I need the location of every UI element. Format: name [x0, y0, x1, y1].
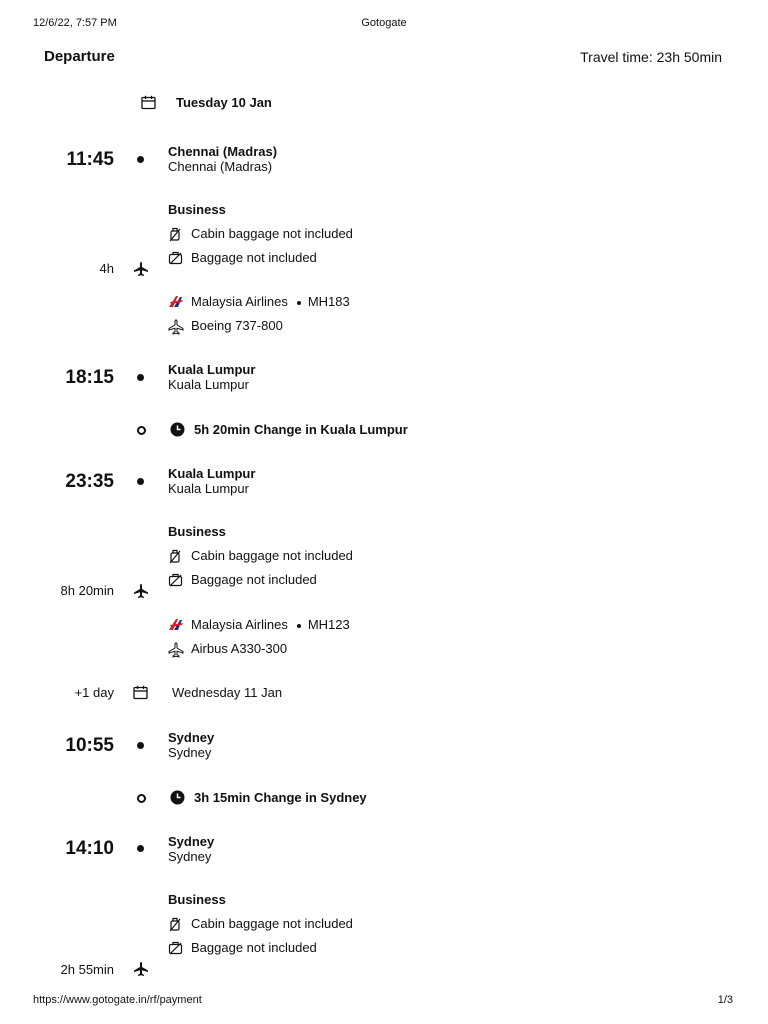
travel-time: Travel time: 23h 50min — [580, 49, 722, 65]
print-datetime: 12/6/22, 7:57 PM — [33, 17, 117, 29]
timeline-ring — [137, 426, 146, 435]
stop-airport: Sydney — [168, 745, 212, 760]
separator-dot — [297, 624, 301, 628]
calendar-icon — [141, 95, 156, 110]
date-label: Wednesday 11 Jan — [172, 685, 283, 700]
baggage-icon — [168, 251, 184, 267]
date-label: Tuesday 10 Jan — [176, 95, 272, 110]
layover-text: 5h 20min Change in Kuala Lumpur — [194, 422, 408, 437]
checked-baggage-text: Baggage not included — [191, 572, 317, 587]
stop-city: Chennai (Madras) — [168, 144, 278, 159]
clock-icon — [170, 790, 185, 805]
layover-text: 3h 15min Change in Sydney — [194, 790, 367, 805]
checked-baggage-text: Baggage not included — [191, 940, 317, 955]
stop-airport: Sydney — [168, 849, 212, 864]
page-number: 1/3 — [717, 994, 733, 1006]
baggage-icon — [168, 573, 184, 589]
cabin-class: Business — [168, 892, 226, 907]
cabin-baggage-text: Cabin baggage not included — [191, 548, 353, 563]
departure-time: 11:45 — [66, 149, 114, 170]
stop-airport: Chennai (Madras) — [168, 159, 273, 174]
section-title: Departure — [44, 48, 115, 65]
stop-city: Sydney — [168, 730, 215, 745]
cabin-baggage-text: Cabin baggage not included — [191, 916, 353, 931]
flight-number: MH123 — [307, 617, 350, 632]
malaysia-airlines-logo — [168, 295, 184, 311]
separator-dot — [297, 301, 301, 305]
departure-time: 14:10 — [65, 838, 114, 859]
cabin-class: Business — [168, 524, 226, 539]
baggage-icon — [168, 941, 184, 957]
arrival-time: 10:55 — [65, 735, 114, 756]
airline-name: Malaysia Airlines — [191, 294, 288, 309]
airline-flight — [191, 294, 350, 309]
timeline-dot — [137, 845, 144, 852]
cabin-bag-icon — [168, 227, 184, 243]
day-offset: +1 day — [74, 685, 114, 700]
timeline-ring — [137, 794, 146, 803]
aircraft-outline-icon — [168, 642, 184, 658]
timeline-dot — [137, 156, 144, 163]
aircraft-type: Airbus A330-300 — [191, 641, 288, 656]
cabin-class: Business — [168, 202, 226, 217]
segment-duration: 2h 55min — [60, 962, 114, 977]
stop-city: Kuala Lumpur — [168, 466, 256, 481]
plane-icon — [133, 583, 149, 599]
airline-name: Malaysia Airlines — [191, 617, 288, 632]
plane-icon — [133, 961, 149, 977]
segment-duration: 4h — [99, 261, 114, 276]
arrival-time: 18:15 — [65, 367, 114, 388]
print-site-title: Gotogate — [361, 17, 407, 29]
cabin-baggage-text: Cabin baggage not included — [191, 226, 353, 241]
stop-airport: Kuala Lumpur — [168, 481, 249, 496]
aircraft-outline-icon — [168, 319, 184, 335]
departure-time: 23:35 — [65, 471, 114, 492]
malaysia-airlines-logo — [168, 618, 184, 634]
segment-duration: 8h 20min — [60, 583, 114, 598]
timeline-dot — [137, 742, 144, 749]
print-url: https://www.gotogate.in/rf/payment — [33, 994, 202, 1006]
stop-airport: Kuala Lumpur — [168, 377, 249, 392]
calendar-icon — [133, 685, 148, 700]
flight-number: MH183 — [307, 294, 350, 309]
timeline-dot — [137, 374, 144, 381]
airline-flight — [191, 617, 350, 632]
checked-baggage-text: Baggage not included — [191, 250, 317, 265]
stop-city: Sydney — [168, 834, 215, 849]
plane-icon — [133, 261, 149, 277]
timeline-dot — [137, 478, 144, 485]
cabin-bag-icon — [168, 917, 184, 933]
stop-city: Kuala Lumpur — [168, 362, 256, 377]
clock-icon — [170, 422, 185, 437]
aircraft-type: Boeing 737-800 — [191, 318, 283, 333]
cabin-bag-icon — [168, 549, 184, 565]
